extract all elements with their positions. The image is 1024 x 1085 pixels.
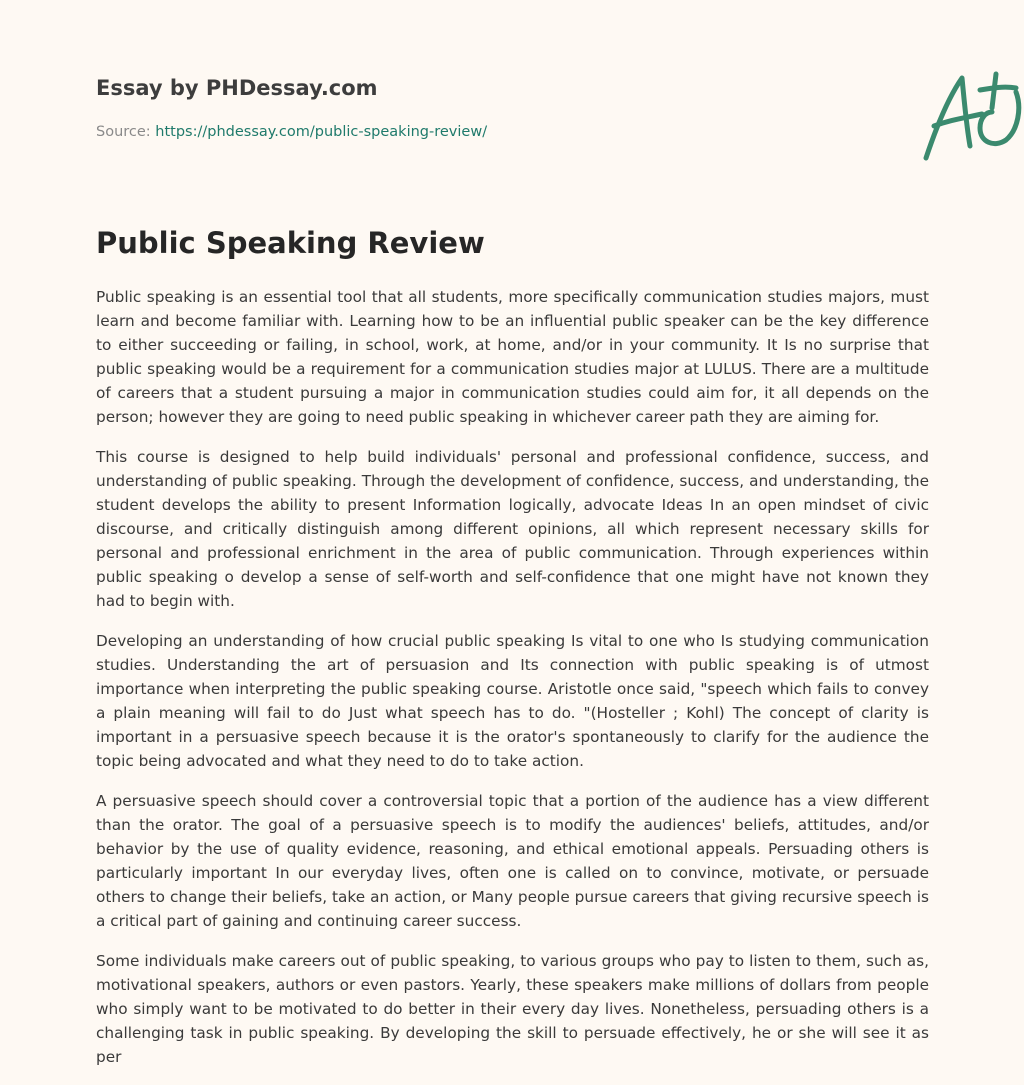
a-plus-grade-icon bbox=[916, 68, 1024, 164]
essay-paragraph: Some individuals make careers out of public speaking, to various groups who pay to listen to them, such as, motivational speakers, authors or even pastors. Yearly, these speakers make millions of dollars from people who simply want to be motivated to do better in their every day lives. Nonetheless, persuading others is a challenging task in public speaking. By developing the skill to persuade effectively, he or she will see it as per bbox=[96, 952, 929, 1066]
source-link[interactable]: https://phdessay.com/public-speaking-review/ bbox=[155, 124, 488, 140]
source-label: Source: bbox=[96, 124, 156, 140]
source-line bbox=[96, 124, 487, 140]
document-title: Public Speaking Review bbox=[96, 226, 485, 260]
essay-paragraph: This course is designed to help build individuals' personal and professional confidence, success, and understanding of public speaking. Through the development of confidence, success, and understanding, the student develops the ability to present Information logically, advocate Ideas In an open mindset of civic discourse, and critically distinguish among different opinions, all which represent necessary skills for personal and professional enrichment in the area of public communication. Through experiences within public speaking o develop a sense of self-worth and self-confidence that one might have not known they had to begin with. bbox=[96, 448, 929, 610]
essay-paragraph: Developing an understanding of how crucial public speaking Is vital to one who Is studying communication studies. Understanding the art of persuasion and Its connection with public speaking is of utmost importance when interpreting the public speaking course. Aristotle once said, "speech which fails to convey a plain meaning will fail to do Just what speech has to do. "(Hosteller ; Kohl) The concept of clarity is important in a persuasive speech because it is the orator's spontaneously to clarify for the audience the topic being advocated and what they need to do to take action. bbox=[96, 632, 929, 770]
essay-body bbox=[96, 285, 929, 1085]
essay-paragraph: A persuasive speech should cover a controversial topic that a portion of the audience has a view different than the orator. The goal of a persuasive speech is to modify the audiences' beliefs, attitudes, and/or behavior by the use of quality evidence, reasoning, and ethical emotional appeals. Persuading others is particularly important In our everyday lives, often one is called on to convince, motivate, or persuade others to change their beliefs, take an action, or Many people pursue careers that giving recursive speech is a critical part of gaining and continuing career success. bbox=[96, 792, 929, 930]
site-title: Essay by PHDessay.com bbox=[96, 76, 378, 100]
essay-paragraph: Public speaking is an essential tool that all students, more specifically communication studies majors, must learn and become familiar with. Learning how to be an influential public speaker can be the key difference to either succeeding or failing, in school, work, at home, and/or in your community. It Is no surprise that public speaking would be a requirement for a communication studies major at LULUS. There are a multitude of careers that a student pursuing a major in communication studies could aim for, it all depends on the person; however they are going to need public speaking in whichever career path they are aiming for. bbox=[96, 288, 929, 426]
